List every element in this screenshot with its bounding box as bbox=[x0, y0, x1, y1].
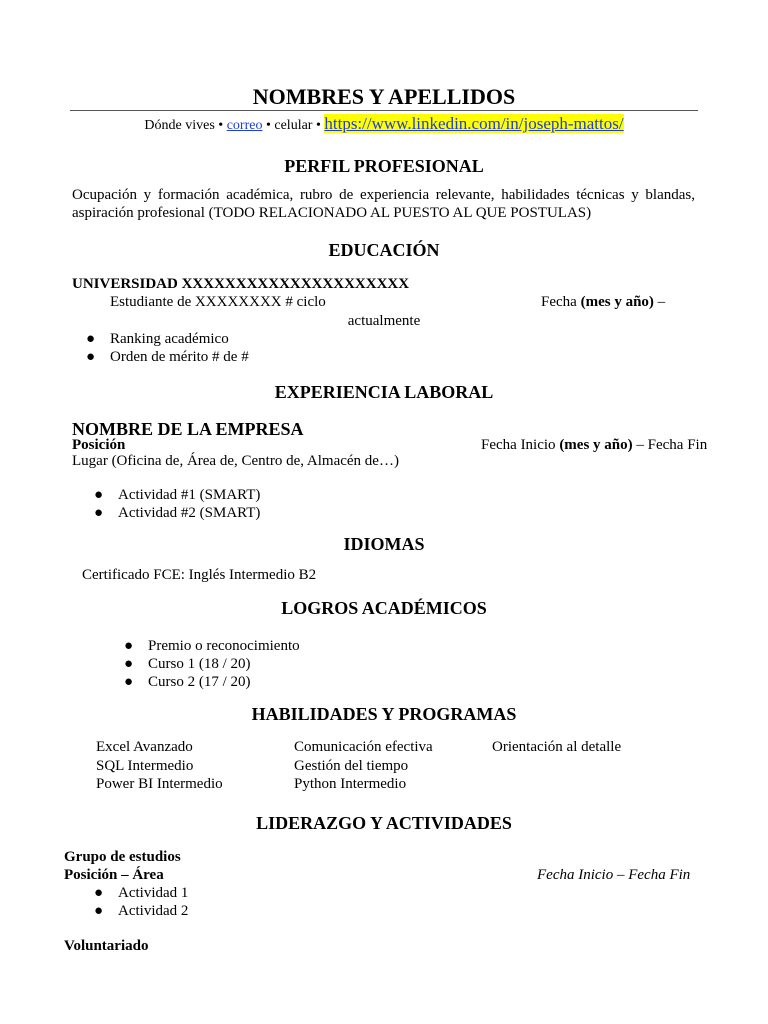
section-title-idiomas: IDIOMAS bbox=[343, 534, 425, 554]
list-item-text: Curso 1 (18 / 20) bbox=[148, 656, 251, 672]
experience-location: Lugar (Oficina de, Área de, Centro de, Almacén de…) bbox=[72, 453, 399, 469]
section-title-liderazgo: LIDERAZGO Y ACTIVIDADES bbox=[256, 813, 512, 833]
bullet-icon: ● bbox=[94, 487, 104, 503]
experience-list bbox=[94, 486, 261, 522]
title-divider bbox=[70, 110, 698, 111]
bullet-icon: ● bbox=[94, 885, 104, 901]
education-list bbox=[86, 330, 249, 366]
skill-item: Orientación al detalle bbox=[492, 739, 622, 755]
section-title-perfil: PERFIL PROFESIONAL bbox=[284, 156, 484, 176]
list-item bbox=[94, 486, 261, 504]
skill-item: Power BI Intermedio bbox=[96, 776, 223, 792]
contact-location: Dónde vives bbox=[144, 118, 215, 133]
contact-line bbox=[0, 114, 768, 134]
skills-column bbox=[492, 738, 690, 794]
experience-date-prefix: Fecha Inicio bbox=[481, 437, 560, 453]
bullet-icon: ● bbox=[94, 903, 104, 919]
list-item-text: Actividad #2 (SMART) bbox=[118, 505, 261, 521]
degree-text: Estudiante de XXXXXXXX # ciclo bbox=[110, 294, 326, 310]
section-title-logros: LOGROS ACADÉMICOS bbox=[281, 598, 487, 618]
page-title: NOMBRES Y APELLIDOS bbox=[252, 84, 516, 109]
section-title-educacion: EDUCACIÓN bbox=[328, 240, 440, 260]
section-title-habilidades: HABILIDADES Y PROGRAMAS bbox=[251, 704, 517, 724]
education-date-prefix: Fecha bbox=[541, 294, 581, 310]
skill-item: Comunicación efectiva bbox=[294, 739, 433, 755]
education-date-line2: actualmente bbox=[347, 313, 421, 329]
bullet-icon: ● bbox=[124, 674, 134, 690]
list-item-text: Ranking académico bbox=[110, 331, 229, 347]
list-item bbox=[124, 673, 300, 691]
perfil-text: Ocupación y formación académica, rubro de experiencia relevante, habilidades técnicas y blandas, aspiración profesional (TODO RELACIONADO AL PUESTO AL QUE POSTULAS) bbox=[72, 187, 695, 221]
experience-date-bold: (mes y año) bbox=[559, 437, 633, 453]
education-date bbox=[541, 294, 665, 311]
bullet-icon: ● bbox=[86, 349, 96, 365]
bullet-icon: ● bbox=[86, 331, 96, 347]
bullet-icon: ● bbox=[94, 505, 104, 521]
leadership-list bbox=[94, 884, 189, 920]
list-item bbox=[124, 655, 300, 673]
skills-column bbox=[294, 738, 492, 794]
list-item bbox=[94, 902, 189, 920]
leadership-dates: Fecha Inicio – Fecha Fin bbox=[537, 867, 691, 883]
bullet-icon: ● bbox=[124, 656, 134, 672]
list-item-text: Actividad #1 (SMART) bbox=[118, 487, 261, 503]
linkedin-link[interactable]: https://www.linkedin.com/in/joseph-mattos/ bbox=[324, 114, 624, 133]
list-item-text: Premio o reconocimiento bbox=[148, 638, 300, 654]
idiomas-text: Certificado FCE: Inglés Intermedio B2 bbox=[82, 567, 317, 583]
list-item bbox=[94, 504, 261, 522]
email-link[interactable]: correo bbox=[226, 118, 263, 133]
contact-separator: • bbox=[265, 118, 271, 133]
list-item bbox=[86, 348, 249, 366]
contact-separator: • bbox=[218, 118, 224, 133]
contact-separator: • bbox=[315, 118, 321, 133]
experience-date-suffix: – Fecha Fin bbox=[632, 437, 708, 453]
skill-item: Python Intermedio bbox=[294, 776, 407, 792]
logros-list bbox=[124, 637, 300, 691]
list-item-text: Actividad 2 bbox=[118, 903, 189, 919]
experience-dates bbox=[481, 437, 707, 454]
contact-phone: celular bbox=[274, 118, 313, 133]
position-title: Posición bbox=[72, 437, 126, 453]
education-date-suffix: – bbox=[653, 294, 666, 310]
company-name: NOMBRE DE LA EMPRESA bbox=[72, 419, 304, 439]
section-title-experiencia: EXPERIENCIA LABORAL bbox=[274, 382, 494, 402]
skills-grid bbox=[96, 738, 690, 794]
list-item-text: Orden de mérito # de # bbox=[110, 349, 249, 365]
list-item-text: Actividad 1 bbox=[118, 885, 189, 901]
university-name: UNIVERSIDAD XXXXXXXXXXXXXXXXXXXXX bbox=[72, 276, 410, 292]
list-item bbox=[86, 330, 249, 348]
volunteer-heading: Voluntariado bbox=[64, 938, 149, 954]
list-item-text: Curso 2 (17 / 20) bbox=[148, 674, 251, 690]
skills-column bbox=[96, 738, 294, 794]
skill-item: Excel Avanzado bbox=[96, 739, 193, 755]
leadership-position: Posición – Área bbox=[64, 867, 164, 883]
education-date-bold: (mes y año) bbox=[580, 294, 654, 310]
skill-item: Gestión del tiempo bbox=[294, 757, 409, 774]
skill-item: SQL Intermedio bbox=[96, 757, 194, 774]
list-item bbox=[124, 637, 300, 655]
list-item bbox=[94, 884, 189, 902]
bullet-icon: ● bbox=[124, 638, 134, 654]
group-name: Grupo de estudios bbox=[64, 849, 181, 865]
